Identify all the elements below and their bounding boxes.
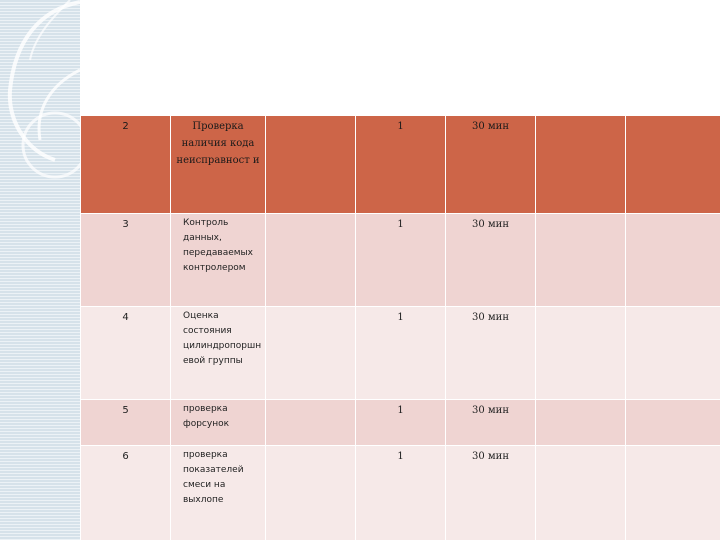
empty-cell (626, 446, 720, 541)
empty-cell (266, 214, 356, 307)
empty-cell (626, 307, 720, 400)
quantity-cell: 1 (356, 400, 446, 446)
empty-cell (266, 400, 356, 446)
time-cell: 30 мин (446, 400, 536, 446)
empty-cell (266, 446, 356, 541)
empty-cell (536, 116, 626, 214)
empty-cell (536, 214, 626, 307)
table-row (81, 214, 720, 307)
table-row (81, 116, 720, 214)
row-number: 4 (81, 307, 171, 400)
empty-cell (536, 446, 626, 541)
task-cell: Проверка наличия кода неисправност и (171, 116, 266, 214)
empty-cell (266, 116, 356, 214)
table-row (81, 307, 720, 400)
task-cell: проверка показателей смеси на выхлопе (171, 446, 266, 541)
empty-cell (626, 214, 720, 307)
empty-cell (536, 400, 626, 446)
decorative-side-strip (0, 0, 80, 540)
time-cell: 30 мин (446, 307, 536, 400)
time-cell: 30 мин (446, 116, 536, 214)
task-cell: Контроль данных, передаваемых контролером (171, 214, 266, 307)
quantity-cell: 1 (356, 307, 446, 400)
task-cell: проверка форсунок (171, 400, 266, 446)
row-number: 3 (81, 214, 171, 307)
task-table (80, 115, 720, 541)
quantity-cell: 1 (356, 116, 446, 214)
quantity-cell: 1 (356, 446, 446, 541)
row-number: 2 (81, 116, 171, 214)
empty-cell (536, 307, 626, 400)
decorative-swirl-icon (0, 0, 80, 540)
row-number: 5 (81, 400, 171, 446)
row-number: 6 (81, 446, 171, 541)
table-row (81, 400, 720, 446)
table-row (81, 446, 720, 541)
time-cell: 30 мин (446, 446, 536, 541)
empty-cell (266, 307, 356, 400)
quantity-cell: 1 (356, 214, 446, 307)
empty-cell (626, 400, 720, 446)
time-cell: 30 мин (446, 214, 536, 307)
empty-cell (626, 116, 720, 214)
task-cell: Оценка состояния цилиндропоршн евой группы (171, 307, 266, 400)
